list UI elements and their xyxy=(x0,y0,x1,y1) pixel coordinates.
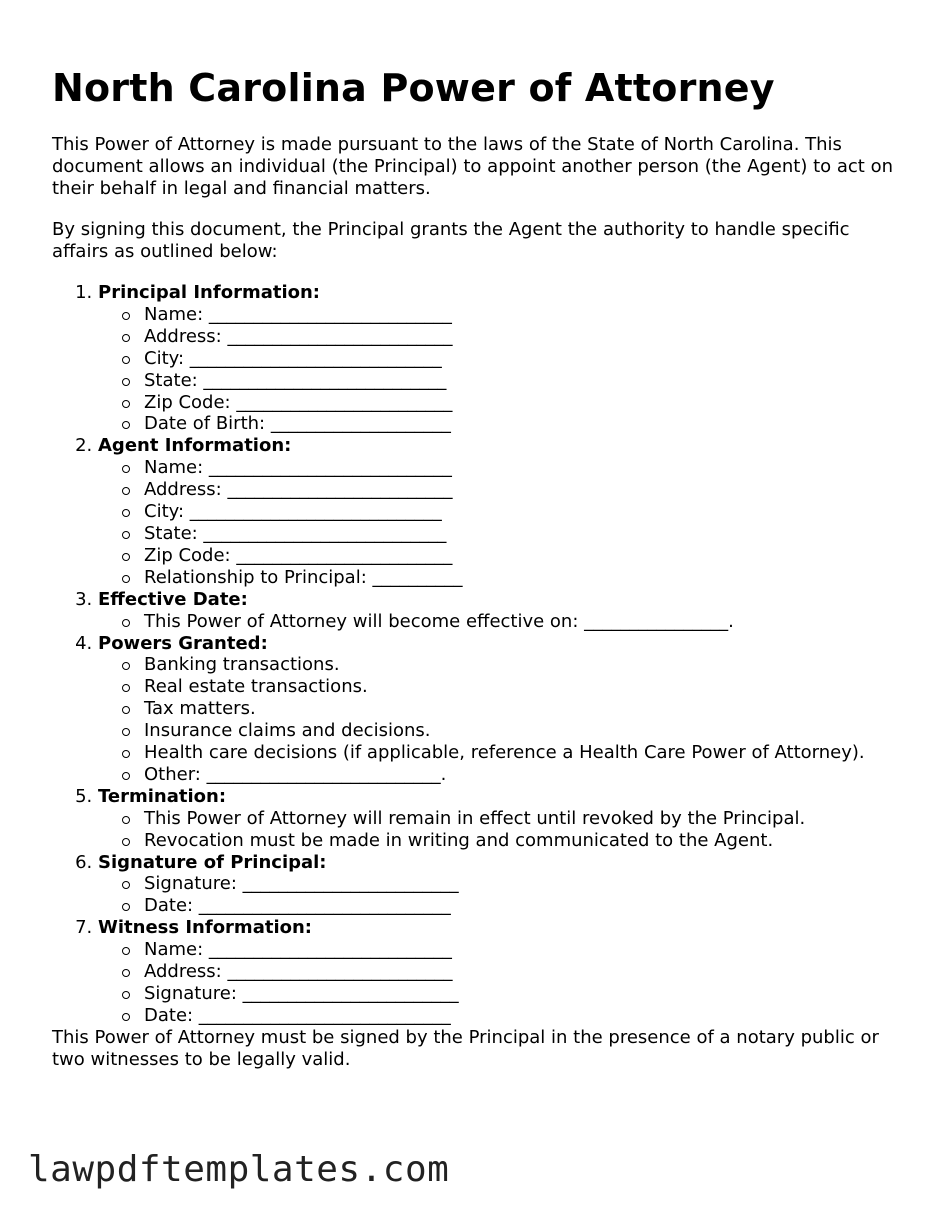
field-list xyxy=(98,457,902,588)
sections-list xyxy=(52,282,902,1027)
field-item: Signature: ________________________ xyxy=(144,873,902,895)
field-list xyxy=(98,808,902,852)
field-item: Zip Code: ________________________ xyxy=(144,545,902,567)
field-item: Address: _________________________ xyxy=(144,961,902,983)
field-item: City: ____________________________ xyxy=(144,348,902,370)
section-powers-granted xyxy=(98,633,902,786)
section-title: Agent Information: xyxy=(98,435,292,457)
field-item: Insurance claims and decisions. xyxy=(144,720,902,742)
section-title: Effective Date: xyxy=(98,588,248,610)
document-page xyxy=(52,64,902,1090)
field-item: Address: _________________________ xyxy=(144,479,902,501)
field-item: Health care decisions (if applicable, reference a Health Care Power of Attorney). xyxy=(144,742,902,764)
field-item: Name: ___________________________ xyxy=(144,939,902,961)
section-title: Termination: xyxy=(98,785,227,807)
field-item: Name: ___________________________ xyxy=(144,457,902,479)
section-title: Powers Granted: xyxy=(98,632,268,654)
field-item: This Power of Attorney will remain in effect until revoked by the Principal. xyxy=(144,808,902,830)
field-item: Revocation must be made in writing and communicated to the Agent. xyxy=(144,830,902,852)
field-item: Date of Birth: ____________________ xyxy=(144,413,902,435)
field-item: Tax matters. xyxy=(144,698,902,720)
field-item: Zip Code: ________________________ xyxy=(144,392,902,414)
field-item: Other: __________________________. xyxy=(144,764,902,786)
field-item: Address: _________________________ xyxy=(144,326,902,348)
section-title: Witness Information: xyxy=(98,917,312,939)
field-list xyxy=(98,654,902,785)
field-list xyxy=(98,939,902,1027)
field-item: City: ____________________________ xyxy=(144,501,902,523)
field-item: State: ___________________________ xyxy=(144,370,902,392)
section-title: Signature of Principal: xyxy=(98,851,327,873)
watermark-text: lawpdftemplates.com xyxy=(28,1149,450,1190)
section-termination xyxy=(98,786,902,852)
closing-paragraph: This Power of Attorney must be signed by the Principal in the presence of a notary public or two witnesses to be legally valid. xyxy=(52,1026,879,1070)
intro-paragraph: This Power of Attorney is made pursuant to the laws of the State of North Carolina. This document allows an individual (the Principal) to appoint another person (the Agent) to act on their behalf in legal and financial matters. xyxy=(52,134,894,199)
field-list xyxy=(98,873,902,917)
field-item: Signature: ________________________ xyxy=(144,983,902,1005)
field-item: Date: ____________________________ xyxy=(144,895,902,917)
field-item: Real estate transactions. xyxy=(144,676,902,698)
section-agent-information xyxy=(98,435,902,588)
section-title: Principal Information: xyxy=(98,282,321,303)
document-title: North Carolina Power of Attorney xyxy=(52,66,775,110)
field-item: Date: ____________________________ xyxy=(144,1005,902,1027)
section-principal-information xyxy=(98,282,902,435)
field-list xyxy=(98,304,902,435)
grant-paragraph: By signing this document, the Principal grants the Agent the authority to handle specific affairs as outlined below: xyxy=(52,219,850,262)
field-item: Relationship to Principal: __________ xyxy=(144,567,902,589)
section-effective-date xyxy=(98,589,902,633)
field-item: This Power of Attorney will become effective on: ________________. xyxy=(144,611,902,633)
field-item: Name: ___________________________ xyxy=(144,304,902,326)
section-signature-of-principal xyxy=(98,852,902,918)
field-item: Banking transactions. xyxy=(144,654,902,676)
field-list xyxy=(98,611,902,633)
field-item: State: ___________________________ xyxy=(144,523,902,545)
section-witness-information xyxy=(98,917,902,1027)
